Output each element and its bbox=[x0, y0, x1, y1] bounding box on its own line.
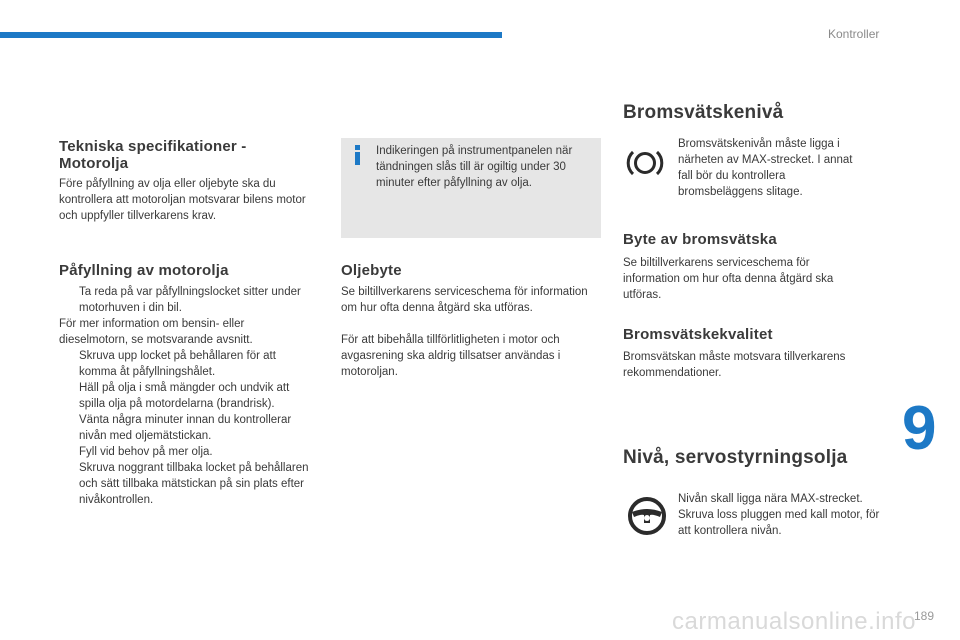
page-number: 189 bbox=[914, 609, 935, 623]
instruction-text: Skruva noggrant tillbaka locket på behållaren och sätt tillbaka mätstickan på sin plats efter nivåkontrollen. bbox=[79, 462, 309, 506]
instruction-bullet-item bbox=[59, 460, 311, 508]
info-text: Indikeringen på instrumentpanelen när tändningen slås till är ogiltig under 30 minuter efter påfyllning av olja. bbox=[376, 145, 573, 189]
oil-change-text: Se biltillverkarens serviceschema för information om hur ofta denna åtgärd ska utföras. bbox=[341, 286, 588, 314]
steering-wheel-icon bbox=[626, 495, 668, 537]
instruction-bullet-item bbox=[59, 380, 311, 412]
instruction-bullet-item bbox=[59, 412, 311, 444]
brake-quality-text: Bromsvätskan måste motsvara tillverkarens rekommendationer. bbox=[623, 351, 846, 379]
info-box bbox=[341, 138, 601, 238]
instruction-text: Vänta några minuter innan du kontrollerar nivån med oljemätstickan. bbox=[79, 414, 292, 442]
fill-instructions bbox=[59, 284, 311, 508]
instruction-text: Häll på olja i små mängder och undvik att spilla olja på motordelarna (brandrisk). bbox=[79, 382, 290, 410]
brake-level-text: Bromsvätskenivån måste ligga i närheten av MAX-strecket. I annat fall bör du kontrollera bromsbeläggens slitage. bbox=[678, 138, 853, 198]
brake-change-title: Byte av bromsvätska bbox=[623, 231, 777, 248]
instruction-text: För mer information om bensin- eller dieselmotorn, se motsvarande avsnitt. bbox=[59, 318, 253, 346]
instruction-text: Skruva upp locket på behållaren för att komma åt påfyllningshålet. bbox=[79, 350, 276, 378]
top-accent-bar bbox=[0, 32, 502, 38]
instruction-note bbox=[59, 316, 311, 348]
brake-quality-title: Bromsvätskekvalitet bbox=[623, 326, 773, 343]
oil-change-text-2: För att bibehålla tillförlitligheten i motor och avgasrening ska aldrig tillsatser användas i motoroljan. bbox=[341, 334, 561, 378]
brake-warning-icon bbox=[625, 146, 665, 180]
steering-text: Nivån skall ligga nära MAX-strecket. Skruva loss pluggen med kall motor, för att kontrollera nivån. bbox=[678, 493, 880, 537]
instruction-text: Ta reda på var påfyllningslocket sitter under motorhuven i din bil. bbox=[79, 286, 301, 314]
section-title: Kontroller bbox=[828, 27, 880, 41]
instruction-bullet-item bbox=[59, 444, 311, 460]
brake-level-title: Bromsvätskenivå bbox=[623, 102, 784, 123]
brake-change-text: Se biltillverkarens serviceschema för information om hur ofta denna åtgärd ska utföras. bbox=[623, 257, 834, 301]
watermark-text: carmanualsonline.info bbox=[672, 608, 916, 635]
instruction-bullet-item bbox=[59, 284, 311, 316]
info-icon bbox=[352, 145, 364, 165]
steering-title: Nivå, servostyrningsolja bbox=[623, 447, 848, 468]
oil-change-title: Oljebyte bbox=[341, 262, 402, 279]
spec-text: Före påfyllning av olja eller oljebyte ska du kontrollera att motoroljan motsvarar bilens motor och uppfyller tillverkarens krav. bbox=[59, 178, 306, 222]
fill-title: Påfyllning av motorolja bbox=[59, 262, 229, 279]
instruction-bullet-item bbox=[59, 348, 311, 380]
chapter-number: 9 bbox=[902, 394, 937, 463]
spec-title: Tekniska specifikationer - Motorolja bbox=[59, 138, 247, 172]
instruction-text: Fyll vid behov på mer olja. bbox=[79, 446, 213, 458]
